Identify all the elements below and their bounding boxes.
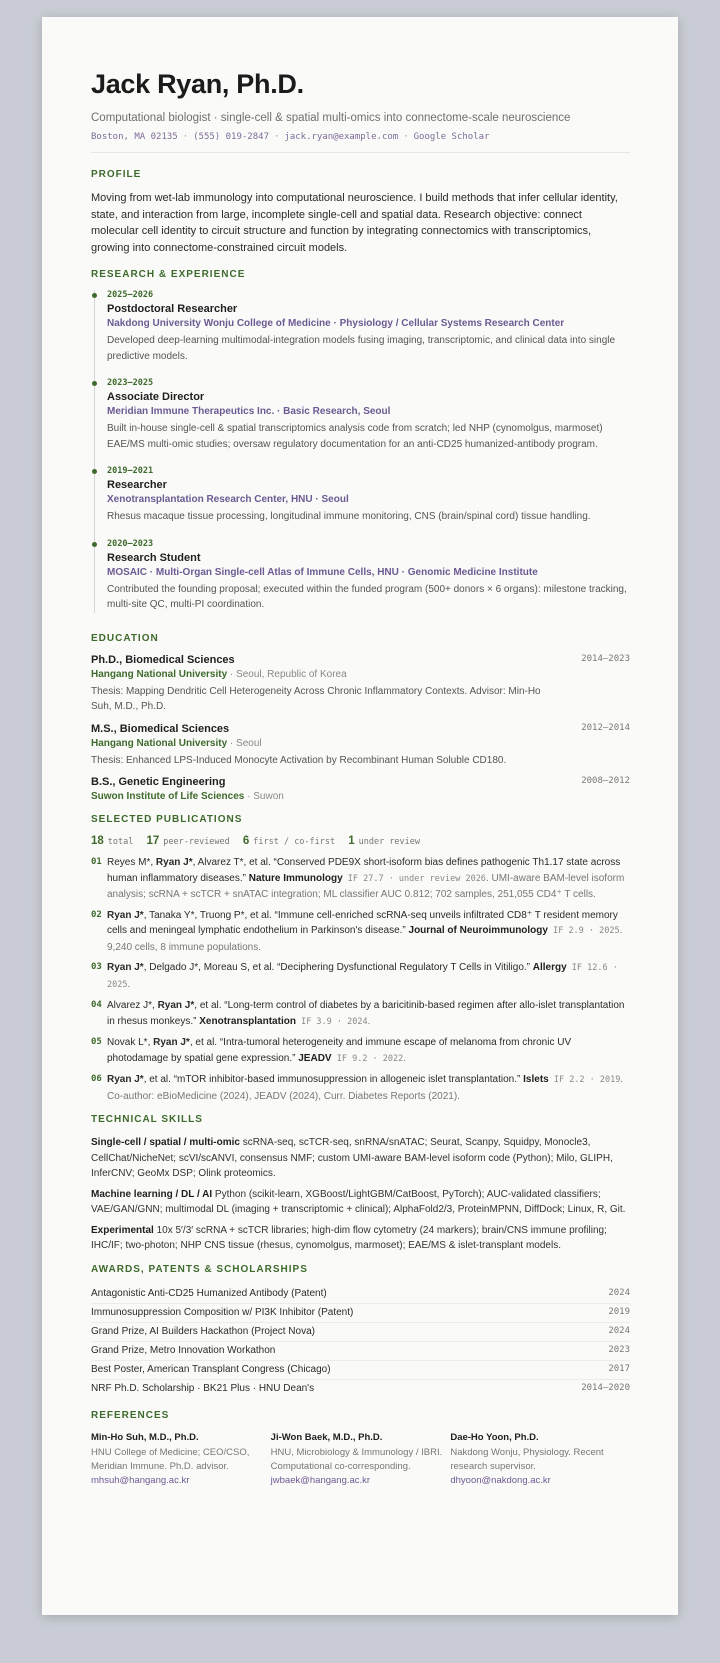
publication-item: [91, 1072, 630, 1104]
stat-first-label: first / co-first: [253, 837, 336, 847]
award-row: [91, 1361, 630, 1380]
publication-authors: Reyes M*,: [107, 857, 156, 868]
publications-heading: SELECTED PUBLICATIONS: [91, 814, 243, 825]
publication-number: 03: [91, 962, 102, 972]
education-school: Hangang National University: [91, 668, 228, 680]
publication-self-author: Ryan J*: [153, 1037, 190, 1048]
publication-number: 02: [91, 909, 102, 920]
award-year: 2023: [608, 1344, 630, 1355]
publication-stats: [91, 835, 630, 847]
publication-note: . Co-author: eBioMedicine (2024), JEADV (2024), Curr. Diabetes Reports (2021).: [107, 1074, 624, 1102]
award-row: [91, 1304, 630, 1323]
contact-address: Boston, MA 02135: [91, 132, 178, 142]
education-item: [91, 776, 630, 802]
publication-authors: Novak L*,: [107, 1037, 154, 1048]
education-location: · Seoul, Republic of Korea: [227, 668, 347, 680]
stat-peer-count: 17: [146, 835, 160, 847]
experience-org: Xenotransplantation Research Center, HNU · Seoul: [107, 494, 349, 505]
publication-self-author: Ryan J*: [107, 909, 144, 921]
publication-note: . UMI-aware BAM-level isoform analysis; scRNA + scTCR + snATAC integration; ML classifier AUC 0.812; 702 samples, 251,055 CD4⁺ T cells.: [107, 872, 625, 900]
publication-meta: IF 2.9 · 2025: [547, 926, 620, 936]
contact-scholar-link[interactable]: Google Scholar: [413, 132, 490, 142]
publication-self-author: Ryan J*: [155, 857, 193, 868]
education-item: [91, 654, 630, 715]
reference-name: Dae-Ho Yoon, Ph.D.: [450, 1431, 539, 1443]
reference-card: [91, 1431, 271, 1488]
publication-title: , et al. “mTOR inhibitor-based immunosuppression in allogeneic islet transplantation.”: [143, 1074, 524, 1085]
publication-note: .: [127, 978, 131, 990]
publication-meta: IF 9.2 · 2022: [331, 1053, 404, 1064]
publication-title: , et al. “Long-term control of diabetes by a baricitinib-based regimen after allo-islet transplantation in rhesus monkeys.”: [107, 1000, 625, 1027]
education-thesis: Thesis: Mapping Dendritic Cell Heterogeneity Across Chronic Inflammatory Contexts. Advisor: Min-Ho Suh, M.D., Ph.D.: [91, 685, 541, 712]
award-year: 2024: [608, 1287, 630, 1298]
skill-title: Machine learning / DL / AI: [91, 1188, 213, 1200]
experience-item: [107, 290, 630, 364]
skill-group: [91, 1135, 630, 1182]
contact-email[interactable]: jack.ryan@example.com: [284, 132, 399, 142]
publication-title: , Alvarez T*, et al. “Conserved PDE9X short-isoform bias defines pathogenic Th1.17 state across human inflammatory diseases.”: [107, 857, 621, 884]
publication-meta: IF 12.6 · 2025: [107, 963, 618, 990]
publication-self-author: Ryan J*: [157, 1000, 195, 1011]
experience-role: Researcher: [107, 479, 167, 491]
education-degree: Ph.D., Biomedical Sciences: [91, 653, 235, 666]
reference-card: [271, 1431, 451, 1488]
stat-total-label: total: [107, 837, 134, 847]
award-year: 2014–2020: [581, 1382, 630, 1393]
publication-number: 05: [91, 1037, 102, 1047]
award-row: [91, 1342, 630, 1361]
publication-authors: Alvarez J*,: [107, 1000, 158, 1011]
reference-email[interactable]: dhyoon@nakdong.ac.kr: [450, 1474, 551, 1486]
experience-date: 2023–2025: [107, 378, 154, 388]
education-school: Suwon Institute of Life Sciences: [91, 791, 245, 802]
experience-item: [107, 378, 630, 452]
stat-peer-label: peer-reviewed: [163, 837, 230, 847]
award-name: NRF Ph.D. Scholarship · BK21 Plus · HNU Dean's: [91, 1382, 315, 1394]
experience-desc: Developed deep-learning multimodal-integration models fusing imaging, transcriptomic, and clinical data into single predictive models.: [107, 335, 616, 362]
experience-role: Research Student: [107, 551, 201, 564]
stat-review-label: under review: [358, 837, 421, 847]
profile-heading: PROFILE: [91, 169, 142, 180]
reference-name: Min-Ho Suh, M.D., Ph.D.: [91, 1431, 199, 1443]
tagline: Computational biologist · single-cell & spatial multi-omics into connectome-scale neuroscience: [91, 112, 571, 124]
education-location: · Seoul: [227, 737, 262, 749]
award-row: [91, 1285, 630, 1304]
award-row: [91, 1323, 630, 1342]
publication-item: [91, 855, 630, 903]
publication-number: 06: [91, 1074, 102, 1084]
publication-journal: Allergy: [532, 962, 567, 973]
awards-heading: AWARDS, PATENTS & SCHOLARSHIPS: [91, 1263, 308, 1275]
skill-text: 10x 5′/3′ scRNA + scTCR libraries; high-dim flow cytometry (24 markers); brain/CNS immune profiling; IHC/IF; two-photon; NHP CNS tissue (rhesus, cynomolgus, marmoset); EAE/MS & islet-transplant models.: [91, 1224, 607, 1251]
publication-item: [91, 998, 630, 1030]
profile-text: Moving from wet-lab immunology into computational neuroscience. I build methods that infer cellular identity, state, and interaction from large, incomplete single-cell and spatial data. Research objective: connect molecular cell identity to circuit structure and function by integrating connectomics with transcriptomics, growing into connectome-constrained circuit models.: [91, 192, 618, 254]
reference-name: Ji-Won Baek, M.D., Ph.D.: [270, 1431, 383, 1443]
education-years: 2008–2012: [581, 776, 630, 786]
experience-role: Postdoctoral Researcher: [107, 303, 238, 315]
publication-number: 01: [91, 857, 102, 867]
publication-title: , Tanaka Y*, Truong P*, et al. “Immune cell-enriched scRNA-seq unveils infiltrated CD8⁺ T resident memory cells and meningeal lymphatic endothelium in Parkinson's disease.”: [107, 909, 618, 936]
award-year: 2019: [608, 1306, 630, 1317]
experience-item: [107, 539, 630, 613]
skill-text: Python (scikit-learn, XGBoost/LightGBM/CatBoost, PyTorch); AUC-validated classifiers; VAE/GAN/GNN; multimodal DL (imaging + transcriptomic + clinical); AlphaFold2/3, ProteinMPNN, DiffDock; Linux, R, Git.: [91, 1188, 626, 1215]
award-row: [91, 1380, 630, 1398]
experience-timeline: [94, 290, 630, 613]
reference-email[interactable]: mhsuh@hangang.ac.kr: [91, 1474, 190, 1486]
experience-date: 2020–2023: [107, 538, 154, 549]
experience-heading: RESEARCH & EXPERIENCE: [91, 269, 246, 280]
publication-journal: JEADV: [298, 1052, 332, 1064]
reference-desc: HNU, Microbiology & Immunology / IBRI. Computational co-corresponding.: [270, 1446, 443, 1472]
resume-page: [42, 17, 678, 1615]
education-years: 2014–2023: [581, 653, 630, 664]
references-list: [91, 1431, 630, 1488]
publication-note: .: [403, 1052, 407, 1064]
publication-title: , Delgado J*, Moreau S, et al. “Deciphering Dysfunctional Regulatory T Cells in Vitiligo.”: [143, 962, 533, 973]
award-year: 2024: [608, 1325, 630, 1336]
education-years: 2012–2014: [581, 722, 630, 733]
experience-org: MOSAIC · Multi-Organ Single-cell Atlas of Immune Cells, HNU · Genomic Medicine Institute: [107, 566, 538, 578]
experience-desc: Built in-house single-cell & spatial transcriptomics analysis code from scratch; led NHP (cynomolgus, marmoset) EAE/MS multi-omic studies; oversaw regulatory documentation for an anti-CD25 humanized-antibody program.: [107, 423, 603, 450]
publication-journal: Journal of Neuroimmunology: [408, 925, 548, 936]
experience-desc: Contributed the founding proposal; executed within the funded program (500+ donors × 6 organs): milestone tracking, multi-site QC, multi-PI coordination.: [107, 583, 627, 610]
stat-review-count: 1: [348, 835, 355, 847]
education-location: · Suwon: [244, 791, 284, 802]
award-name: Grand Prize, Metro Innovation Workathon: [91, 1344, 276, 1356]
publication-self-author: Ryan J*: [107, 1074, 144, 1085]
stat-total-count: 18: [91, 835, 104, 847]
award-year: 2017: [608, 1363, 630, 1374]
skill-group: [91, 1223, 630, 1254]
education-school: Hangang National University: [91, 737, 228, 749]
award-name: Immunosuppression Composition w/ PI3K Inhibitor (Patent): [91, 1306, 354, 1318]
experience-date: 2025–2026: [107, 290, 154, 300]
publication-self-author: Ryan J*: [107, 962, 144, 973]
skills-heading: TECHNICAL SKILLS: [91, 1114, 203, 1125]
skill-group: [91, 1187, 630, 1218]
publication-number: 04: [91, 1000, 102, 1010]
publication-item: [91, 960, 630, 993]
skill-title: Experimental: [91, 1224, 154, 1236]
skill-title: Single-cell / spatial / multi-omic: [91, 1137, 240, 1148]
experience-org: Meridian Immune Therapeutics Inc. · Basic Research, Seoul: [107, 406, 391, 417]
publication-note: .: [367, 1015, 371, 1027]
education-thesis: Thesis: Enhanced LPS-Induced Monocyte Activation by Recombinant Human Soluble CD180.: [91, 754, 507, 766]
publication-journal: Xenotransplantation: [199, 1015, 296, 1027]
publication-item: [91, 908, 630, 956]
education-degree: M.S., Biomedical Sciences: [91, 722, 230, 735]
education-heading: EDUCATION: [91, 632, 159, 644]
award-name: Best Poster, American Transplant Congress (Chicago): [91, 1363, 331, 1375]
reference-card: [450, 1431, 630, 1488]
education-degree: B.S., Genetic Engineering: [91, 776, 226, 788]
contact-line: Boston, MA 02135 · (555) 019-2847 · jack.ryan@example.com · Google Scholar: [91, 132, 630, 153]
reference-desc: Nakdong Wonju, Physiology. Recent research supervisor.: [450, 1446, 604, 1472]
experience-desc: Rhesus macaque tissue processing, longitudinal immune monitoring, CNS (brain/spinal cord) tissue handling.: [107, 511, 591, 522]
publication-meta: IF 27.7 · under review 2026: [342, 873, 486, 884]
references-heading: REFERENCES: [91, 1409, 170, 1421]
publication-item: [91, 1035, 630, 1067]
experience-org: Nakdong University Wonju College of Medicine · Physiology / Cellular Systems Research Center: [107, 318, 565, 329]
experience-date: 2019–2021: [107, 466, 154, 476]
award-name: Grand Prize, AI Builders Hackathon (Project Nova): [91, 1325, 315, 1337]
reference-email[interactable]: jwbaek@hangang.ac.kr: [270, 1474, 371, 1486]
candidate-name: Jack Ryan, Ph.D.: [91, 69, 304, 99]
publication-note: . 9,240 cells, 8 immune populations.: [107, 925, 623, 953]
publication-meta: IF 3.9 · 2024: [295, 1016, 368, 1027]
education-item: [91, 723, 630, 769]
skill-text: scRNA-seq, scTCR-seq, snRNA/snATAC; Seurat, Scanpy, Squidpy, Monocle3, CellChat/NicheNet; scVI/scANVI, consensus NMF; custom UMI-aware BAM-level isoform code (Python); Milo, GLIPH, InferCNV; GeoMx DSP; Olink proteomics.: [91, 1137, 613, 1179]
experience-item: [107, 466, 630, 525]
publication-meta: IF 2.2 · 2019: [548, 1075, 621, 1085]
publication-title: , et al. “Intra-tumoral heterogeneity and immune escape of melanoma from chronic UV photodamage by spatial gene expression.”: [107, 1037, 572, 1064]
reference-desc: HNU College of Medicine; CEO/CSO, Meridian Immune. Ph.D. advisor.: [91, 1446, 250, 1472]
stat-first-count: 6: [242, 835, 250, 847]
experience-role: Associate Director: [107, 391, 205, 403]
publication-journal: Nature Immunology: [248, 872, 343, 884]
award-name: Antagonistic Anti-CD25 Humanized Antibody (Patent): [91, 1287, 327, 1299]
contact-phone: (555) 019-2847: [193, 132, 269, 142]
publication-journal: Islets: [523, 1074, 549, 1085]
